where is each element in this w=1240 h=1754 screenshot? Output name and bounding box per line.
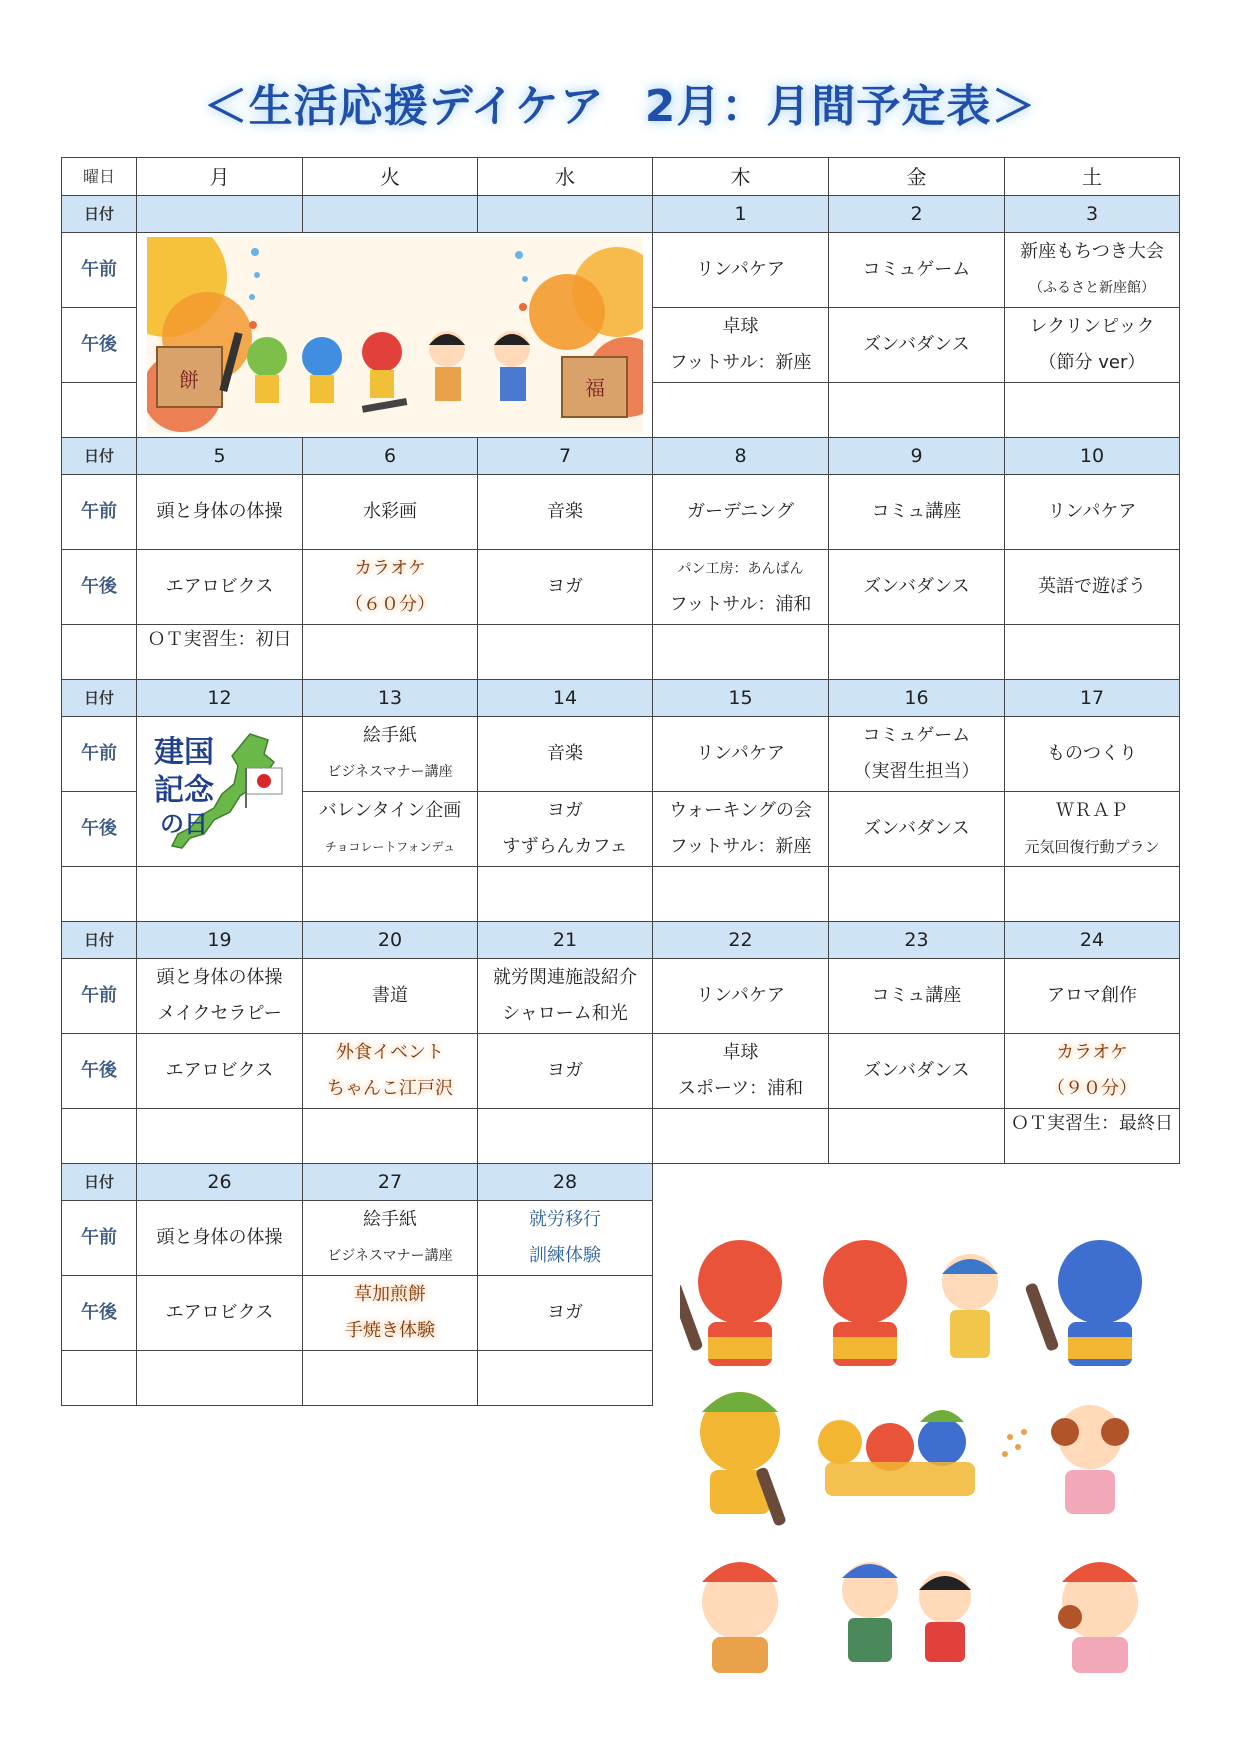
date-cell: 21 <box>478 922 653 959</box>
am-row <box>62 717 1180 792</box>
extra-cell <box>303 1351 478 1406</box>
extra-cell <box>653 867 829 922</box>
activity-cell: ヨガ <box>478 550 653 625</box>
activity-cell: 新座もちつき大会 （ふるさと新座館） <box>1005 233 1180 308</box>
date-cell: 14 <box>478 680 653 717</box>
note-cell: ＯＴ実習生：初日 <box>137 625 303 680</box>
activity-cell: ヨガ すずらんカフェ <box>478 792 653 867</box>
activity-cell-highlight: 草加煎餅 手焼き体験 <box>303 1276 478 1351</box>
activity-cell: バレンタイン企画 チョコレートフォンデュ <box>303 792 478 867</box>
activity-cell: ものつくり <box>1005 717 1180 792</box>
activity-cell-highlight: カラオケ （６０分） <box>303 550 478 625</box>
date-cell: 6 <box>303 438 478 475</box>
activity-cell: ガーデニング <box>653 475 829 550</box>
date-cell: 16 <box>829 680 1005 717</box>
kenkoku-kinenbi-illustration <box>150 724 290 860</box>
date-cell: 12 <box>137 680 303 717</box>
extra-row <box>62 1109 1180 1164</box>
activity-cell: ヨガ <box>478 1034 653 1109</box>
activity-cell: 卓球 フットサル：新座 <box>653 308 829 383</box>
extra-cell <box>137 1351 303 1406</box>
extra-cell <box>137 1109 303 1164</box>
date-cell: 27 <box>303 1164 478 1201</box>
date-row <box>62 438 1180 475</box>
svg-text:記念: 記念 <box>153 772 214 808</box>
activity-cell: コミュ講座 <box>829 475 1005 550</box>
weekday-mon: 月 <box>137 158 303 196</box>
activity-cell: リンパケア <box>653 233 829 308</box>
weekday-sat: 土 <box>1005 158 1180 196</box>
extra-cell <box>303 1109 478 1164</box>
extra-cell <box>829 625 1005 680</box>
weekday-fri: 金 <box>829 158 1005 196</box>
activity-cell: 音楽 <box>478 717 653 792</box>
date-cell: 3 <box>1005 196 1180 233</box>
extra-cell <box>303 625 478 680</box>
date-cell: 22 <box>653 922 829 959</box>
weekday-wed: 水 <box>478 158 653 196</box>
kenkoku-cell <box>137 717 303 867</box>
pm-label: 午後 <box>62 1034 137 1109</box>
activity-cell: 音楽 <box>478 475 653 550</box>
date-row <box>62 196 1180 233</box>
activity-cell: コミュ講座 <box>829 959 1005 1034</box>
activity-cell: 頭と身体の体操 <box>137 475 303 550</box>
am-label: 午前 <box>62 717 137 792</box>
date-cell <box>303 196 478 233</box>
activity-cell: ズンバダンス <box>829 1034 1005 1109</box>
date-cell: 20 <box>303 922 478 959</box>
pm-row <box>62 550 1180 625</box>
am-row <box>62 475 1180 550</box>
activity-cell: エアロビクス <box>137 1276 303 1351</box>
date-cell: 1 <box>653 196 829 233</box>
activity-cell: 水彩画 <box>303 475 478 550</box>
date-label: 日付 <box>62 680 137 717</box>
setsubun-banner-icon <box>147 237 643 433</box>
setsubun-banner-illustration <box>147 237 643 433</box>
extra-row <box>62 867 1180 922</box>
activity-cell: リンパケア <box>653 959 829 1034</box>
pm-label: 午後 <box>62 550 137 625</box>
activity-cell: リンパケア <box>1005 475 1180 550</box>
weekday-thu: 木 <box>653 158 829 196</box>
date-cell: 19 <box>137 922 303 959</box>
extra-label <box>62 867 137 922</box>
extra-cell <box>653 383 829 438</box>
activity-cell: コミュゲーム （実習生担当） <box>829 717 1005 792</box>
activity-cell: ＷＲＡＰ 元気回復行動プラン <box>1005 792 1180 867</box>
extra-cell <box>1005 867 1180 922</box>
extra-cell <box>653 1109 829 1164</box>
extra-cell <box>829 867 1005 922</box>
date-cell: 17 <box>1005 680 1180 717</box>
pm-label: 午後 <box>62 792 137 867</box>
date-cell: 24 <box>1005 922 1180 959</box>
date-cell: 23 <box>829 922 1005 959</box>
extra-label <box>62 1109 137 1164</box>
activity-cell: ズンバダンス <box>829 550 1005 625</box>
oni-illustrations <box>680 1222 1180 1682</box>
activity-cell: 書道 <box>303 959 478 1034</box>
weekday-header-row <box>62 158 1180 196</box>
activity-cell: リンパケア <box>653 717 829 792</box>
am-label: 午前 <box>62 959 137 1034</box>
date-cell: 2 <box>829 196 1005 233</box>
extra-cell <box>478 625 653 680</box>
extra-cell <box>478 1351 653 1406</box>
am-label: 午前 <box>62 1201 137 1276</box>
pm-label: 午後 <box>62 308 137 383</box>
date-cell: 26 <box>137 1164 303 1201</box>
activity-cell: 絵手紙 ビジネスマナー講座 <box>303 717 478 792</box>
date-cell: 7 <box>478 438 653 475</box>
japan-map-flag-icon <box>150 724 290 860</box>
extra-cell <box>829 383 1005 438</box>
extra-cell <box>653 625 829 680</box>
activity-cell: 英語で遊ぼう <box>1005 550 1180 625</box>
svg-text:建国: 建国 <box>153 734 214 770</box>
activity-cell-highlight: 外食イベント ちゃんこ江戸沢 <box>303 1034 478 1109</box>
date-label: 日付 <box>62 196 137 233</box>
activity-cell-highlight: 就労移行 訓練体験 <box>478 1201 653 1276</box>
pm-label: 午後 <box>62 1276 137 1351</box>
activity-cell: レクリンピック （節分 ver） <box>1005 308 1180 383</box>
date-cell: 13 <box>303 680 478 717</box>
extra-cell <box>1005 625 1180 680</box>
weekday-label: 曜日 <box>62 158 137 196</box>
activity-cell: 頭と身体の体操 メイクセラピー <box>137 959 303 1034</box>
setsubun-oni-icon <box>680 1222 1180 1682</box>
activity-cell-highlight: カラオケ （９０分） <box>1005 1034 1180 1109</box>
activity-cell: エアロビクス <box>137 550 303 625</box>
date-row <box>62 680 1180 717</box>
activity-cell: 頭と身体の体操 <box>137 1201 303 1276</box>
date-cell <box>478 196 653 233</box>
weekday-tue: 火 <box>303 158 478 196</box>
extra-cell <box>829 1109 1005 1164</box>
schedule-table <box>61 157 1180 1406</box>
extra-cell <box>1005 383 1180 438</box>
extra-row <box>62 625 1180 680</box>
svg-text:餅: 餅 <box>178 368 199 392</box>
am-label: 午前 <box>62 233 137 308</box>
activity-cell: 絵手紙 ビジネスマナー講座 <box>303 1201 478 1276</box>
page-title: ＜生活応援デイケア 2月：月間予定表＞ <box>203 81 1037 132</box>
date-label: 日付 <box>62 438 137 475</box>
svg-text:の日: の日 <box>159 809 208 838</box>
extra-cell <box>137 867 303 922</box>
date-cell: 5 <box>137 438 303 475</box>
activity-cell: エアロビクス <box>137 1034 303 1109</box>
activity-cell: パン工房：あんぱん フットサル：浦和 <box>653 550 829 625</box>
activity-cell: ウォーキングの会 フットサル：新座 <box>653 792 829 867</box>
pm-row <box>62 1034 1180 1109</box>
activity-cell: 卓球 スポーツ：浦和 <box>653 1034 829 1109</box>
date-cell: 15 <box>653 680 829 717</box>
am-label: 午前 <box>62 475 137 550</box>
date-cell: 8 <box>653 438 829 475</box>
date-cell <box>137 196 303 233</box>
svg-text:福: 福 <box>584 376 605 400</box>
setsubun-banner-cell <box>137 233 653 438</box>
extra-cell <box>478 867 653 922</box>
activity-cell: ズンバダンス <box>829 308 1005 383</box>
date-label: 日付 <box>62 1164 137 1201</box>
date-row <box>62 1164 1180 1201</box>
extra-label <box>62 383 137 438</box>
activity-cell: アロマ創作 <box>1005 959 1180 1034</box>
extra-cell <box>478 1109 653 1164</box>
note-cell: ＯＴ実習生：最終日 <box>1005 1109 1180 1164</box>
am-row <box>62 233 1180 308</box>
am-row <box>62 959 1180 1034</box>
activity-cell: ヨガ <box>478 1276 653 1351</box>
date-cell: 9 <box>829 438 1005 475</box>
date-label: 日付 <box>62 922 137 959</box>
activity-cell: 就労関連施設紹介 シャローム和光 <box>478 959 653 1034</box>
extra-label <box>62 1351 137 1406</box>
activity-cell: ズンバダンス <box>829 792 1005 867</box>
activity-cell: コミュゲーム <box>829 233 1005 308</box>
date-row <box>62 922 1180 959</box>
extra-cell <box>303 867 478 922</box>
date-cell: 10 <box>1005 438 1180 475</box>
extra-label <box>62 625 137 680</box>
date-cell: 28 <box>478 1164 653 1201</box>
